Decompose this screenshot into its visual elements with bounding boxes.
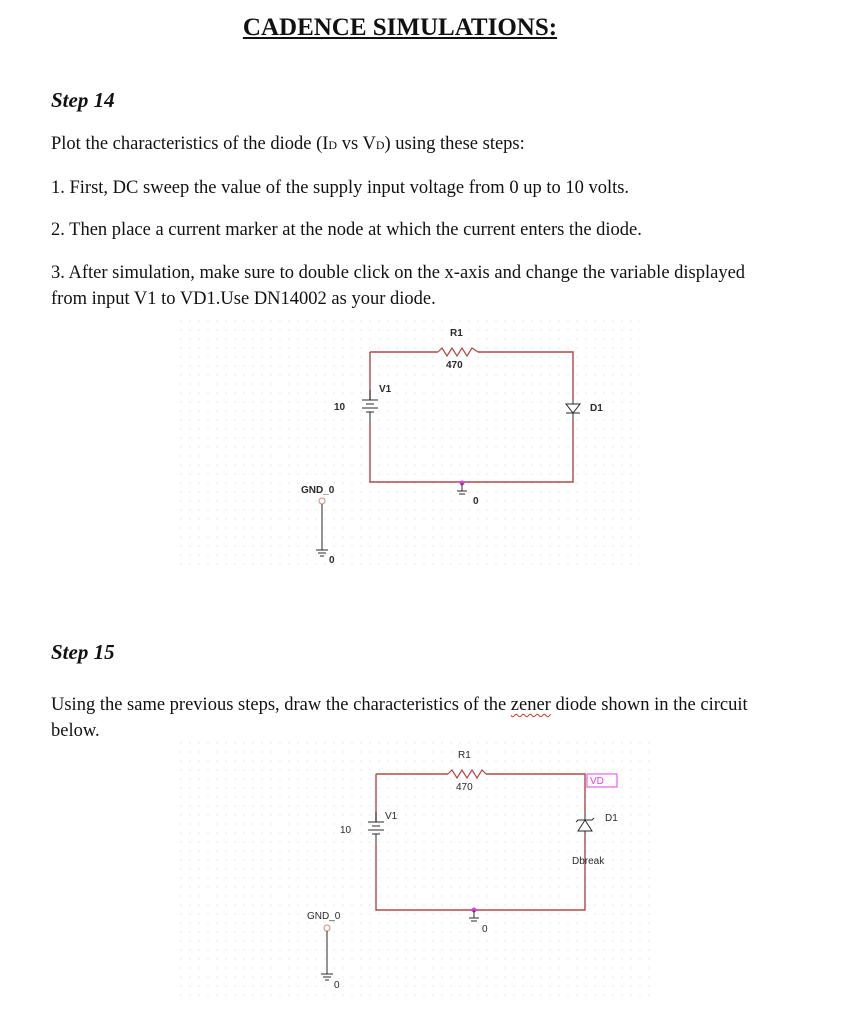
d1-name: D1 — [605, 813, 618, 824]
gnd-label: GND_0 — [301, 485, 335, 496]
bottom-node-label: 0 — [482, 924, 488, 935]
d1-name: D1 — [590, 403, 603, 414]
page-title: CADENCE SIMULATIONS: — [242, 14, 558, 41]
step-14-item-1: 1. First, DC sweep the value of the supply input voltage from 0 up to 10 volts. — [51, 178, 630, 198]
step-15-circuit — [180, 742, 650, 1017]
zener-word: zener — [510, 695, 551, 715]
r1-value: 470 — [456, 782, 473, 793]
v1-value: 10 — [334, 402, 346, 413]
r1-name: R1 — [458, 750, 471, 761]
v1-name: V1 — [385, 811, 398, 822]
v1-name: V1 — [379, 384, 392, 395]
v1-value: 10 — [340, 825, 352, 836]
step-14-heading: Step 14 — [51, 88, 115, 112]
step-14-item-3: 3. After simulation, make sure to double click on the x-axis and change the variable displayed from input V1 to VD1.Use DN14002 as your diode. — [51, 263, 746, 309]
schematic-grid — [180, 320, 640, 570]
r1-name: R1 — [450, 328, 463, 339]
step-15-heading: Step 15 — [51, 640, 115, 664]
schematic-grid — [180, 742, 650, 997]
gnd-label: GND_0 — [307, 911, 341, 922]
step-15-text: Using the same previous steps, draw the characteristics of the zener diode shown in the circuit below. — [51, 695, 748, 741]
r1-value: 470 — [446, 360, 463, 371]
bottom-node-label: 0 — [473, 496, 479, 507]
vd-marker-label: VD — [590, 776, 604, 787]
step-14-item-2: 2. Then place a current marker at the node at which the current enters the diode. — [51, 220, 642, 240]
gnd-value: 0 — [329, 555, 335, 566]
step-14-intro: Plot the characteristics of the diode (ID vs VD) using these steps: — [51, 134, 525, 154]
d1-model: Dbreak — [572, 856, 605, 867]
step-14-circuit — [180, 320, 640, 590]
gnd-value: 0 — [334, 980, 340, 991]
